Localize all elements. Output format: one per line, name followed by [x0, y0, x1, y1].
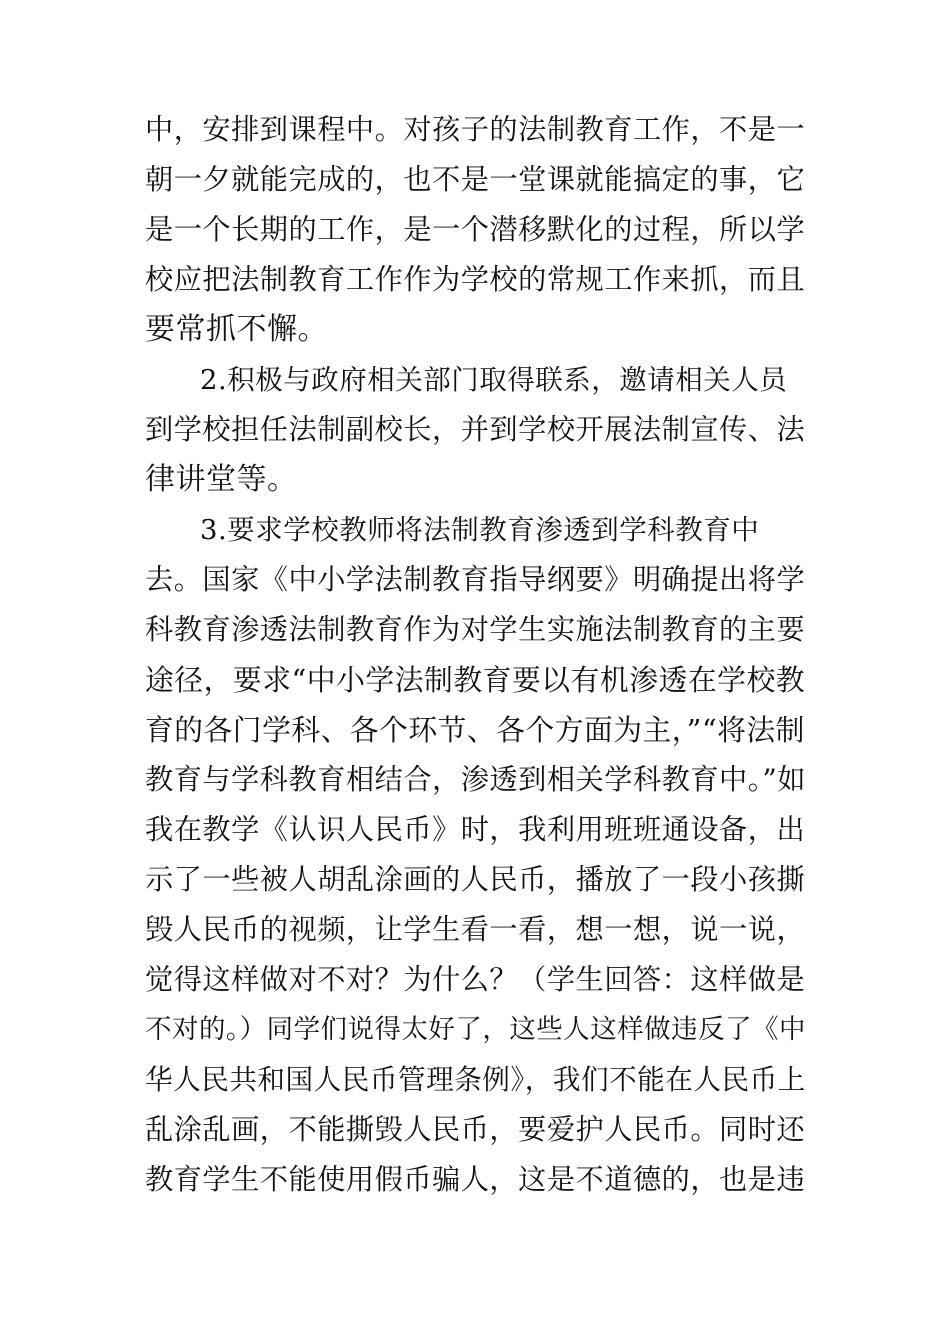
text-line: 朝一夕就能完成的，也不是一堂课就能搞定的事，它 — [145, 163, 806, 196]
text-line: 毁人民币的视频，让学生看一看，想一想，说一说， — [145, 913, 806, 946]
text-line: 途径，要求“中小学法制教育要以有机渗透在学校教 — [145, 663, 806, 697]
text-line: 示了一些被人胡乱涂画的人民币，播放了一段小孩撕 — [145, 863, 806, 896]
text-line: 中，安排到课程中。对孩子的法制教育工作，不是一 — [145, 113, 806, 146]
text-line: 觉得这样做对不对？为什么？（学生回答：这样做是 — [145, 963, 806, 996]
paragraph-start-line: 2.积极与政府相关部门取得联系，邀请相关人员 — [200, 364, 788, 396]
text-line: 科教育渗透法制教育作为对学生实施法制教育的主要 — [145, 613, 806, 646]
text-line: 华人民共和国人民币管理条例》，我们不能在人民币上 — [145, 1063, 806, 1096]
text-line: 我在教学《认识人民币》时，我利用班班通设备，出 — [145, 813, 806, 846]
text-line: 到学校担任法制副校长，并到学校开展法制宣传、法 — [145, 413, 806, 446]
text-line: 不对的。）同学们说得太好了，这些人这样做违反了《中 — [145, 1014, 806, 1045]
text-line: 育的各门学科、各个环节、各个方面为主，”“将法制 — [145, 713, 805, 747]
paragraph-start-line: 3.要求学校教师将法制教育渗透到学科教育中 — [200, 514, 760, 546]
text-line: 要常抓不懈。 — [145, 312, 328, 347]
text-line: 教育与学科教育相结合，渗透到相关学科教育中。”如 — [145, 763, 806, 796]
text-line: 律讲堂等。 — [145, 462, 298, 497]
text-line: 教育学生不能使用假币骗人，这是不道德的，也是违 — [145, 1163, 806, 1196]
text-line: 乱涂乱画，不能撕毁人民币，要爱护人民币。同时还 — [145, 1113, 806, 1146]
text-line: 校应把法制教育工作作为学校的常规工作来抓，而且 — [145, 263, 806, 296]
text-line: 去。国家《中小学法制教育指导纲要》明确提出将学 — [145, 563, 806, 596]
text-line: 是一个长期的工作，是一个潜移默化的过程，所以学 — [145, 213, 806, 246]
